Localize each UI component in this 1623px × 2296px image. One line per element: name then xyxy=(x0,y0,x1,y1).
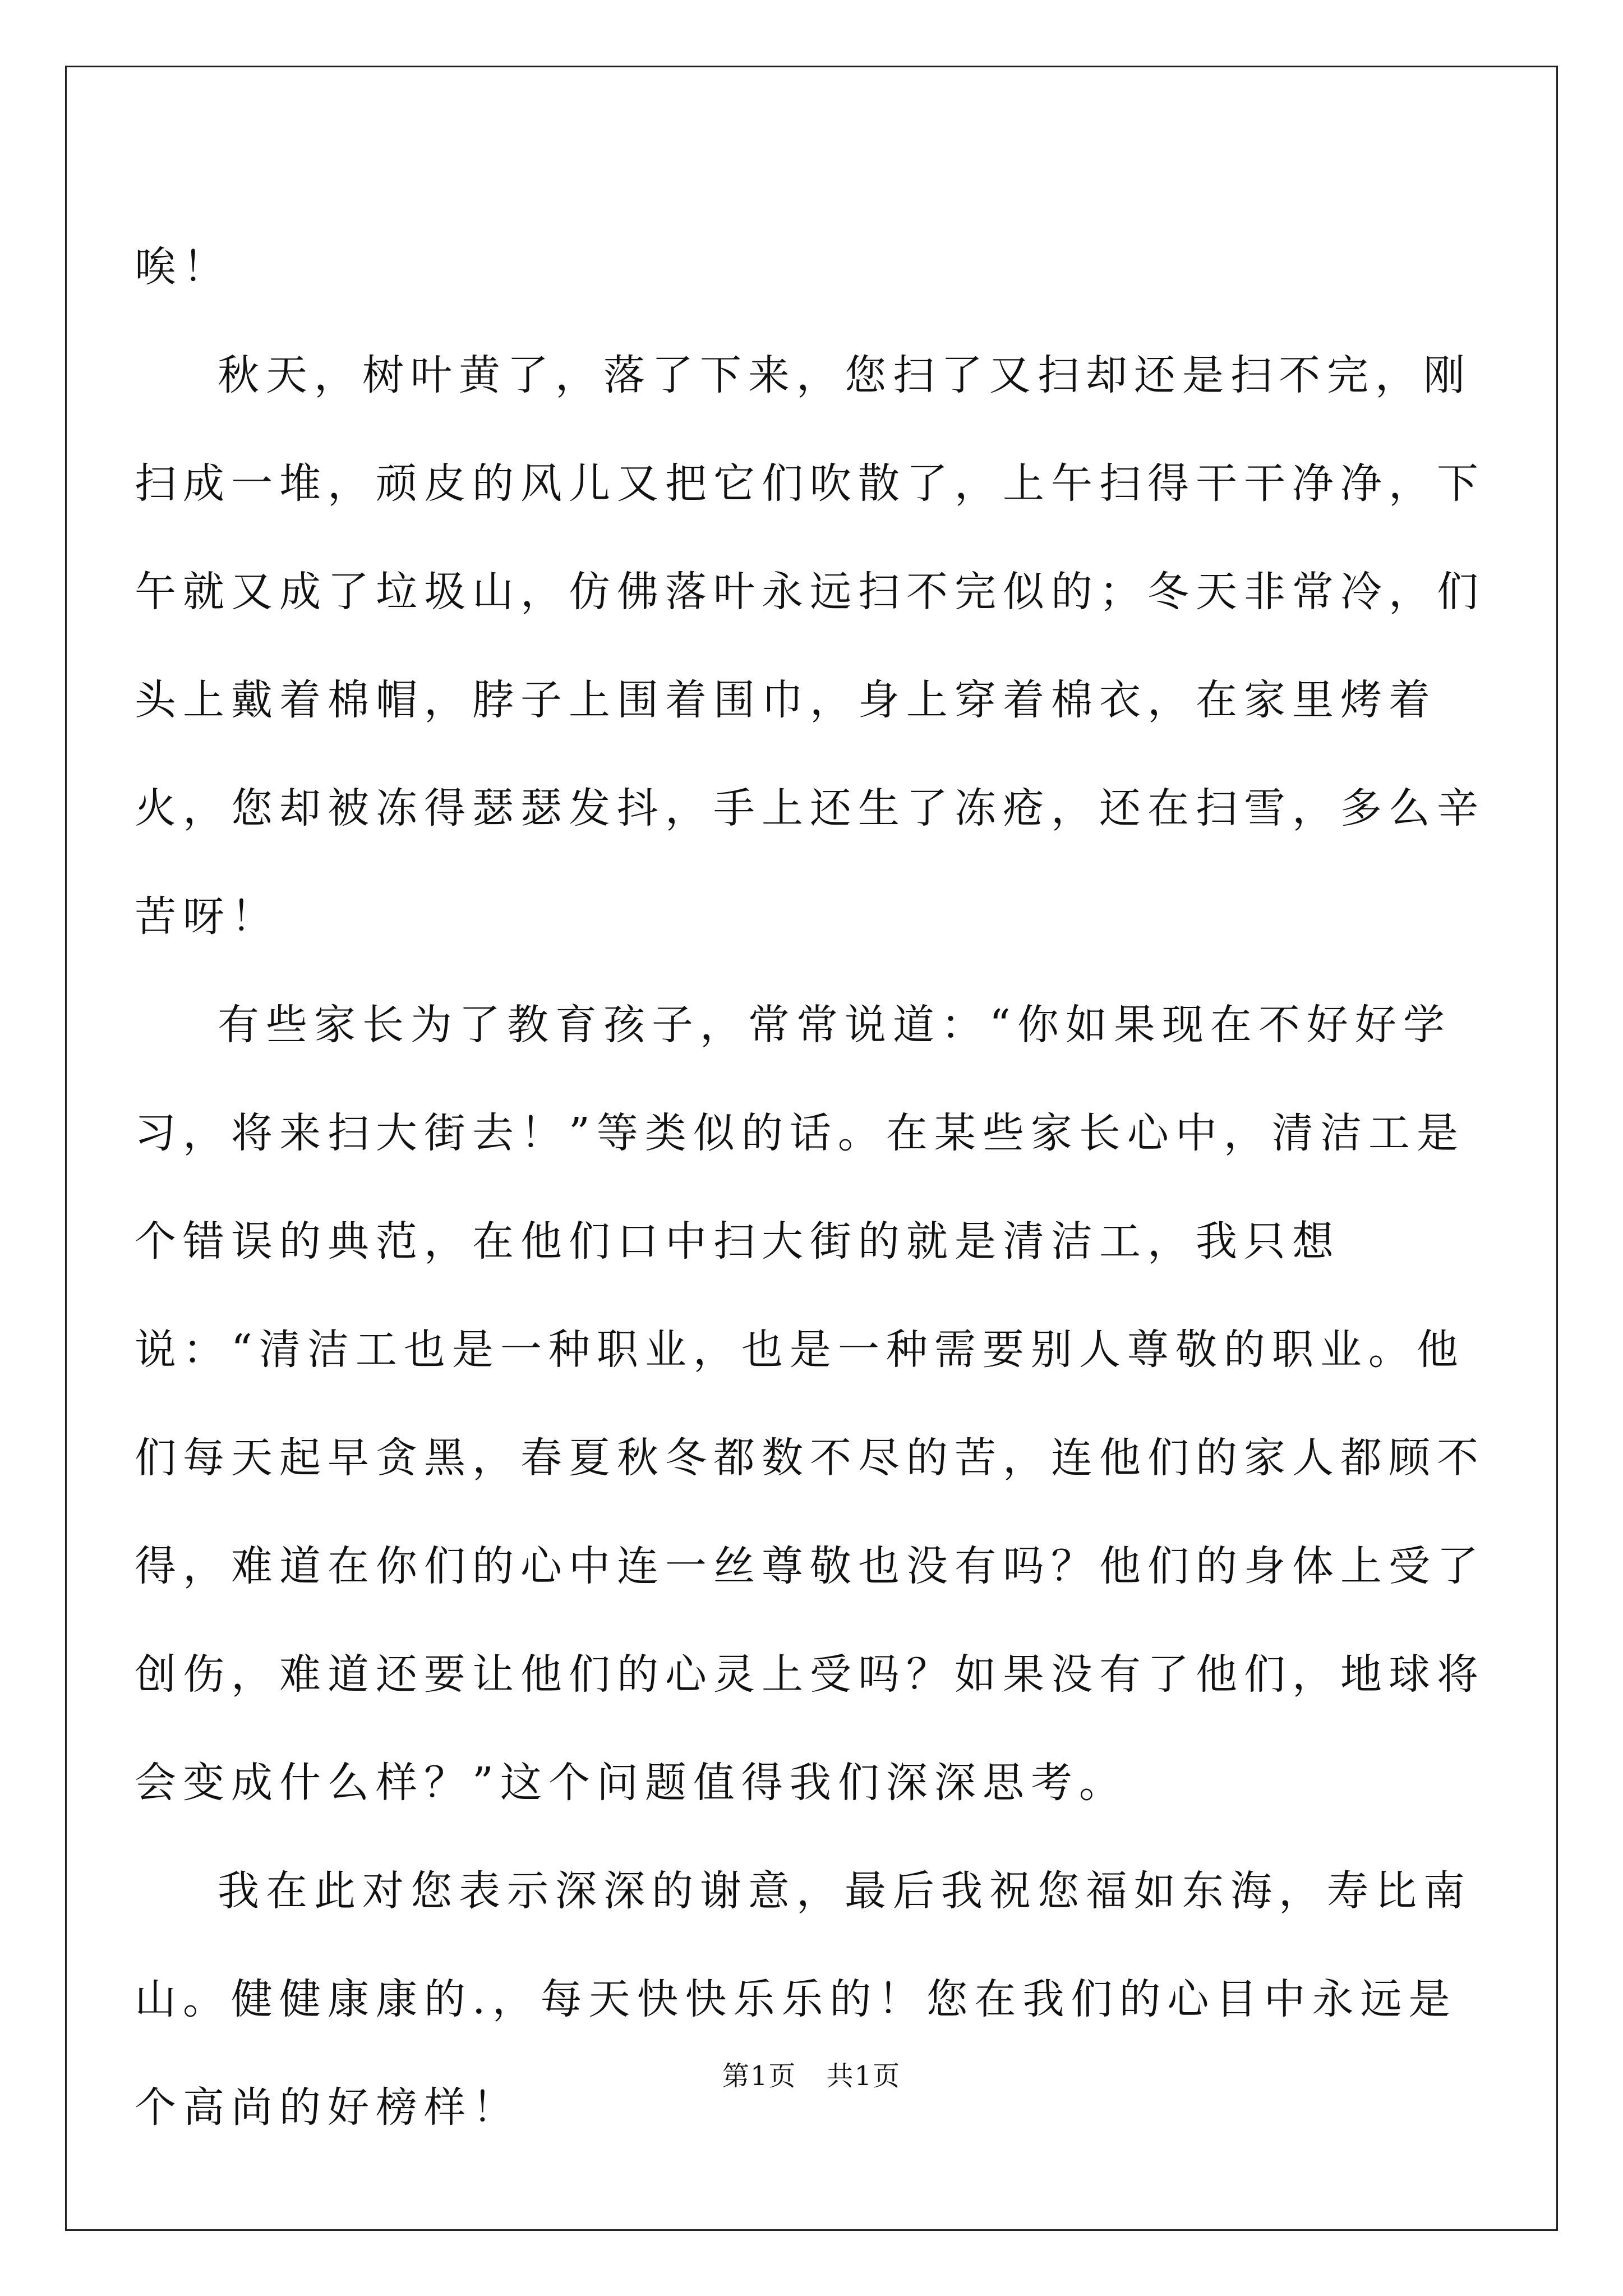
page-number-current: 第1页 xyxy=(722,2060,797,2092)
document-body xyxy=(135,213,1492,2162)
paragraph-2: 秋天，树叶黄了，落了下来，您扫了又扫却还是扫不完，刚扫成一堆，顽皮的风儿又把它们吹散了，上午扫得干干净净，下午就又成了垃圾山，仿佛落叶永远扫不完似的；冬天非常冷，们头上戴着棉帽，脖子上围着围巾，身上穿着棉衣，在家里烤着火，您却被冻得瑟瑟发抖，手上还生了冻疮，还在扫雪，多么辛苦呀！ xyxy=(135,351,1485,941)
page-number-total: 共1页 xyxy=(826,2060,901,2092)
page-footer xyxy=(0,2054,1623,2093)
paragraph-1: 唉！ xyxy=(135,243,231,291)
paragraph-3: 有些家长为了教育孩子，常常说道：“你如果现在不好好学习，将来扫大街去！”等类似的话。在某些家长心中，清洁工是个错误的典范，在他们口中扫大街的就是清洁工，我只想说：“清洁工也是一种职业，也是一种需要别人尊敬的职业。他们每天起早贪黑，春夏秋冬都数不尽的苦，连他们的家人都顾不得，难道在你们的心中连一丝尊敬也没有吗？他们的身体上受了创伤，难道还要让他们的心灵上受吗？如果没有了他们，地球将会变成什么样？”这个问题值得我们深深思考。 xyxy=(135,1001,1485,1807)
paragraph-4: 我在此对您表示深深的谢意，最后我祝您福如东海，寿比南山。健健康康的.，每天快快乐乐的！您在我们的心目中永远是个高尚的好榜样！ xyxy=(135,1867,1472,2132)
